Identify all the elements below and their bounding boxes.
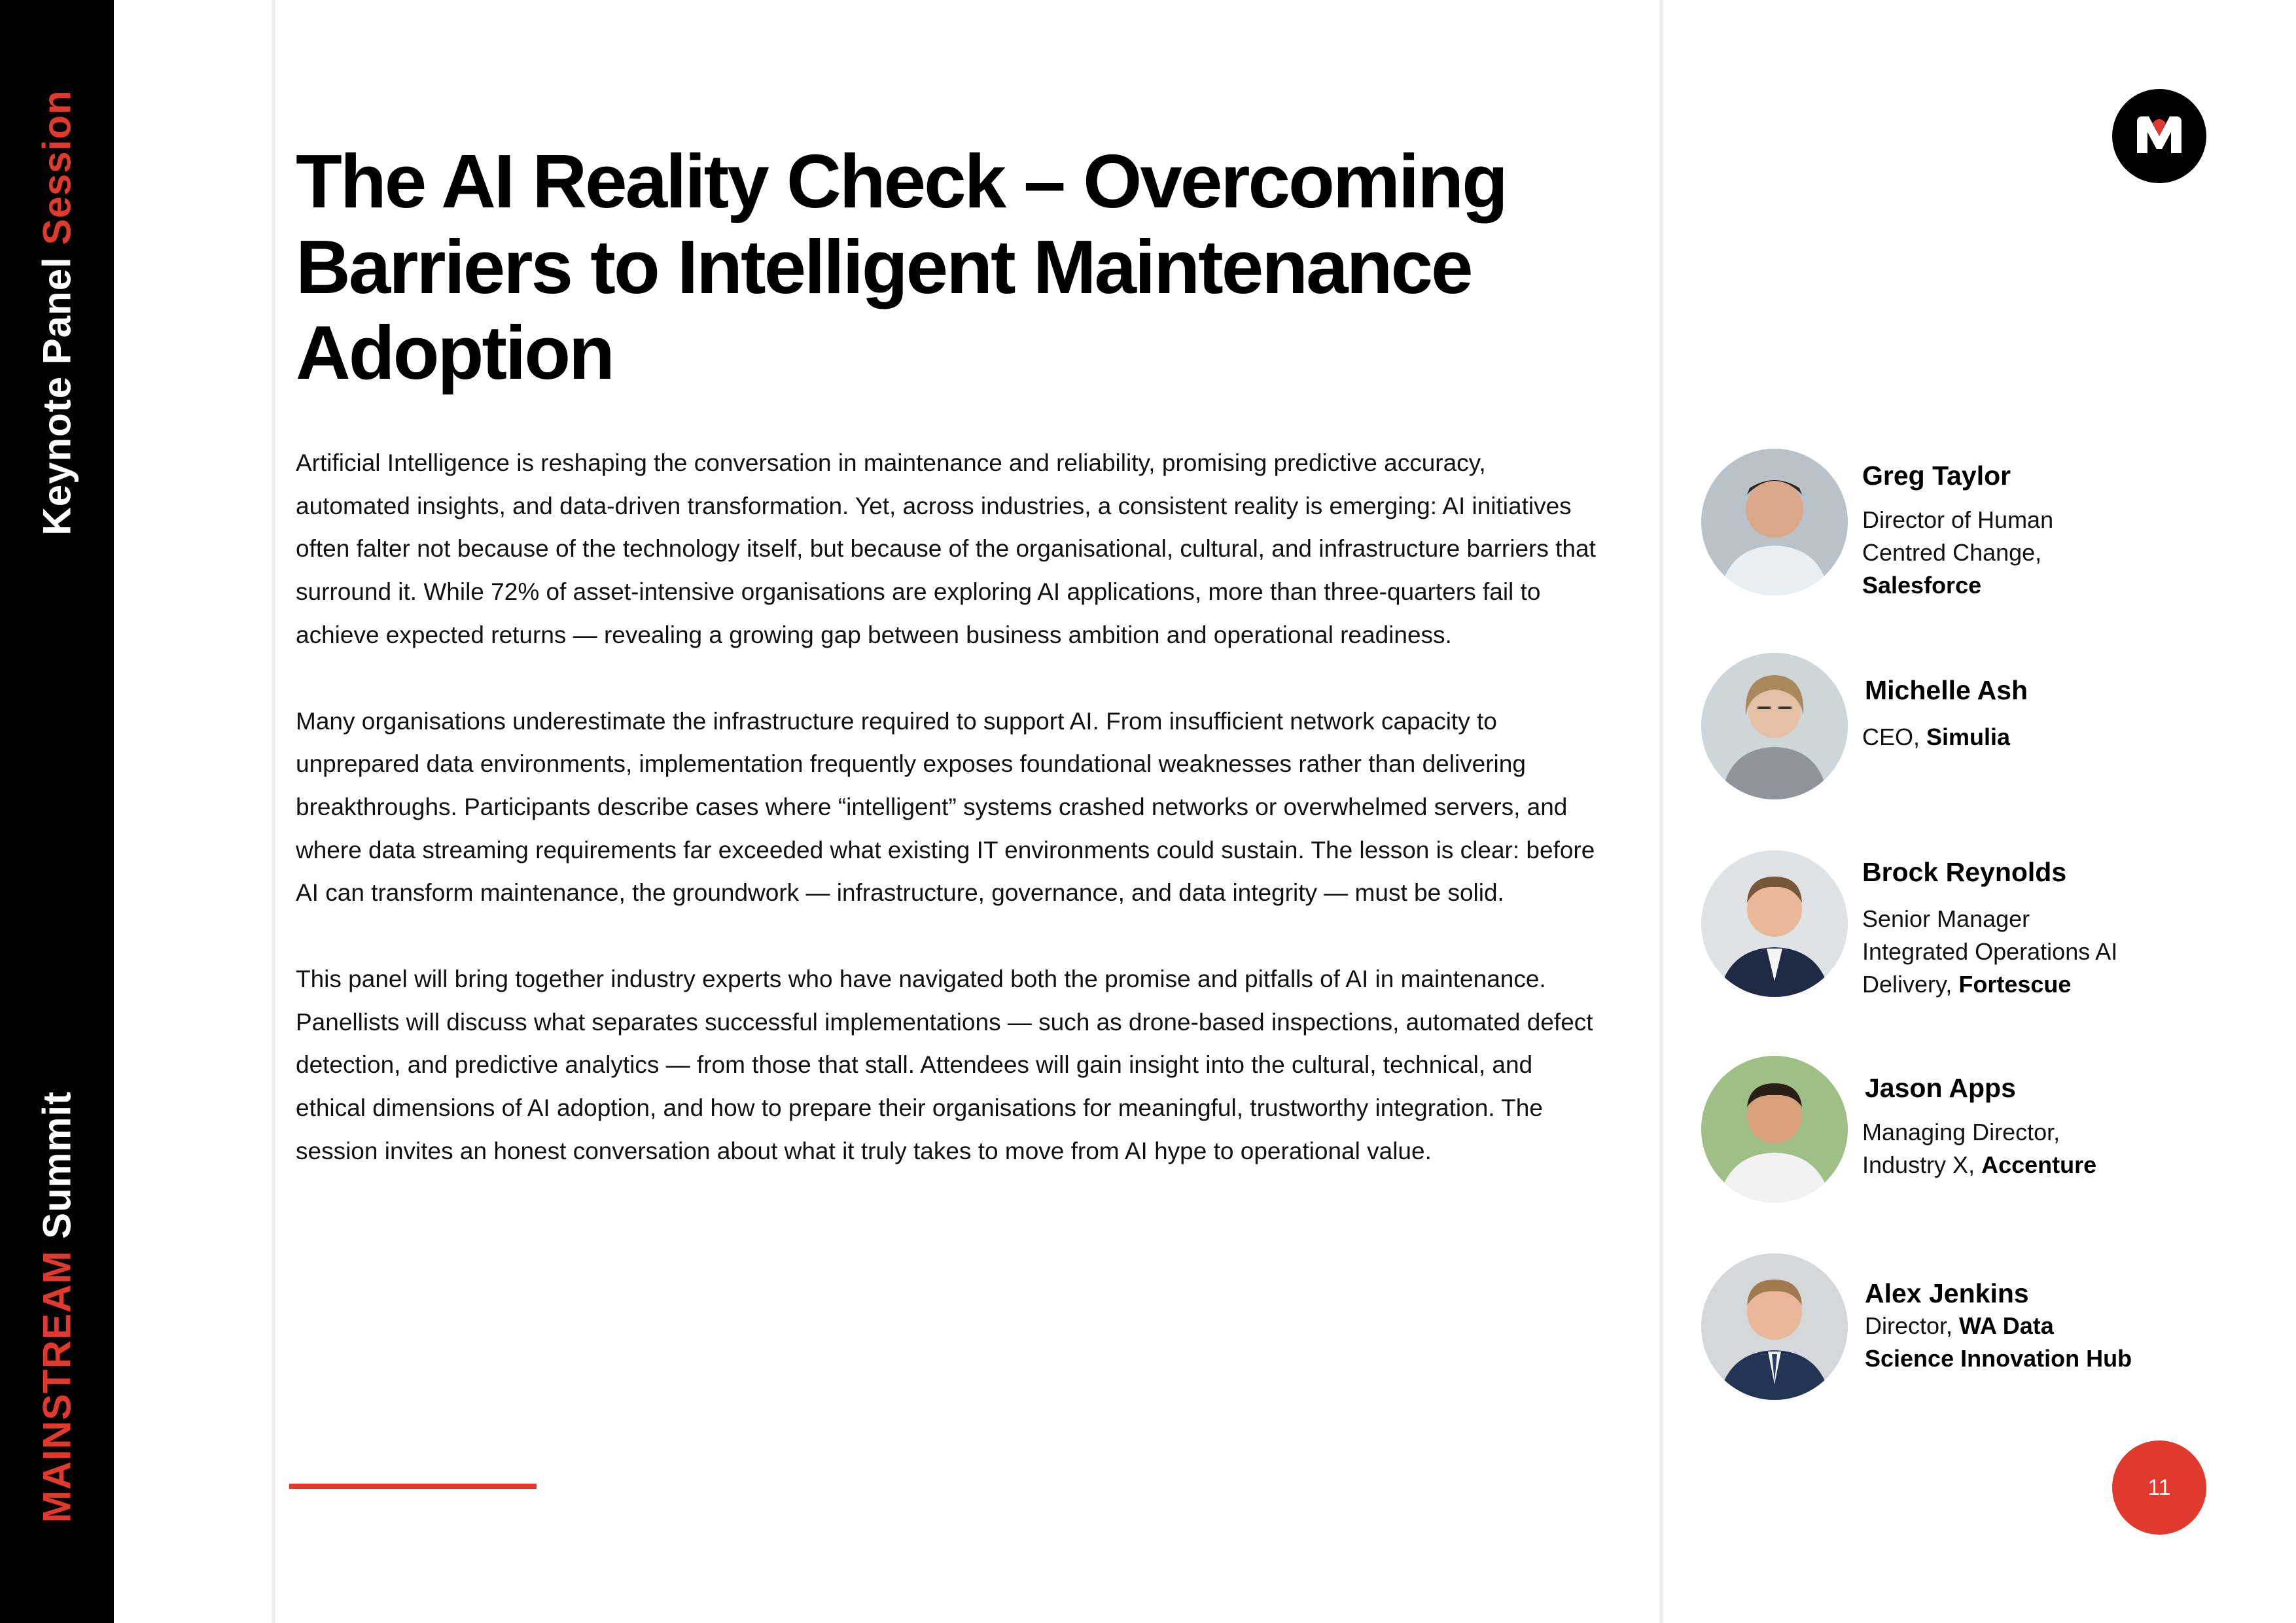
speaker-info — [1862, 850, 2281, 1001]
content-divider-left — [272, 0, 275, 1623]
speaker-name: Jason Apps — [1865, 1073, 2016, 1103]
speaker-photo-icon — [1701, 850, 1848, 997]
speaker-card — [1701, 653, 2277, 803]
speaker-info — [1862, 653, 2281, 754]
paragraph: Artificial Intelligence is reshaping the conversation in maintenance and reliability, promising predictive accuracy, automated insights, and data-driven transformation. Yet, across industries, a consistent reality is emerging: AI initiatives often falter not because of the technology itself, but because of the organisational, cultural, and infrastructure barriers that surround it. While 72% of asset-intensive organisations are exploring AI applications, more than three-quarters fail to achieve expected returns — revealing a growing gap between business ambition and operational readiness. — [296, 449, 1596, 648]
page-number-badge: 11 — [2112, 1440, 2206, 1535]
session-description — [296, 442, 1604, 1216]
mainstream-logo-icon — [2112, 89, 2206, 183]
speaker-org: Science Innovation Hub — [1865, 1345, 2132, 1372]
speaker-org: Accenture — [1981, 1151, 2097, 1178]
speaker-card — [1701, 1253, 2277, 1404]
speaker-org: WA Data — [1959, 1312, 2054, 1339]
speaker-role: CEO, Simulia — [1862, 724, 2011, 750]
paragraph: This panel will bring together industry experts who have navigated both the promise and pitfalls of AI in maintenance. Panellists will discuss what separates successful implementations — such as drone-based inspections, automated defect detection, and predictive analytics — from those that stall. Attendees will gain insight into the cultural, technical, and ethical dimensions of AI adoption, and how to prepare their organisations for meaningful, trustworthy integration. The session invites an honest conversation about what it truly takes to move from AI hype to operational value. — [296, 966, 1593, 1164]
speaker-role: Director of Human Centred Change, Salesforce — [1862, 506, 2054, 599]
speaker-card — [1701, 1056, 2277, 1206]
speaker-name: Michelle Ash — [1865, 675, 2028, 705]
speaker-org: Simulia — [1926, 724, 2011, 750]
speaker-photo-icon — [1701, 653, 1848, 799]
speaker-role: Senior Manager Integrated Operations AI Delivery, Fortescue — [1862, 905, 2118, 998]
speaker-info — [1862, 1253, 2281, 1375]
accent-rule — [289, 1484, 537, 1489]
speaker-card — [1701, 850, 2277, 1001]
page-title: The AI Reality Check – Overcoming Barriers to Intelligent Maintenance Adoption — [296, 139, 1507, 395]
speaker-role: Managing Director, Industry X, Accenture — [1862, 1119, 2097, 1178]
speaker-photo-icon — [1701, 1253, 1848, 1400]
speaker-org: Salesforce — [1862, 572, 1982, 599]
speaker-photo-icon — [1701, 449, 1848, 595]
banner-event-name: MAINSTREAM Summit — [35, 1091, 79, 1524]
speaker-org: Fortescue — [1958, 971, 2072, 998]
speaker-photo-icon — [1701, 1056, 1848, 1202]
speaker-info — [1862, 1056, 2281, 1181]
speaker-card — [1701, 449, 2277, 599]
content-divider-right — [1659, 0, 1663, 1623]
sidebar-banner — [0, 0, 114, 1623]
speaker-info — [1862, 449, 2281, 602]
banner-event-type: Keynote Panel Session — [35, 90, 79, 536]
speaker-role: Director, WA Data Science Innovation Hub — [1865, 1312, 2132, 1372]
speaker-name: Brock Reynolds — [1862, 857, 2067, 887]
speaker-name: Alex Jenkins — [1865, 1278, 2029, 1308]
paragraph: Many organisations underestimate the infrastructure required to support AI. From insufficient network capacity to unprepared data environments, implementation frequently exposes foundational weaknesses rather than delivering breakthroughs. Participants describe cases where “intelligent” systems crashed networks or overwhelmed servers, and where data streaming requirements far exceeded what existing IT environments could sustain. The lesson is clear: before AI can transform maintenance, the groundwork — infrastructure, governance, and data integrity — must be solid. — [296, 707, 1595, 907]
speaker-name: Greg Taylor — [1862, 461, 2011, 491]
